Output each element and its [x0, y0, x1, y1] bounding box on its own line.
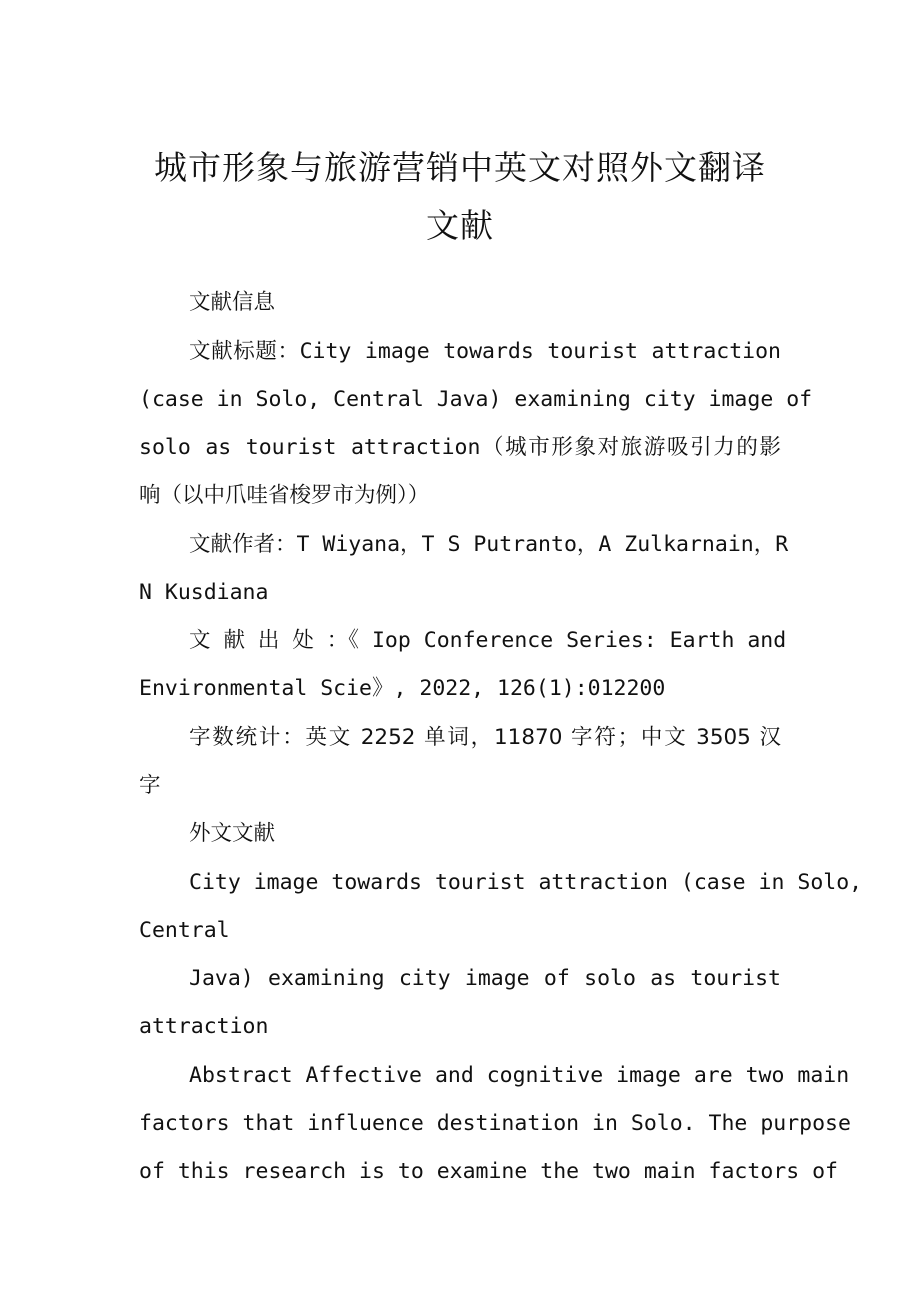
article-title-line-3: Java) examining city image of solo as tourist	[189, 966, 781, 991]
authors-line-1: 文献作者：T Wiyana，T S Putranto，A Zulkarnain，R	[189, 532, 789, 557]
document-title-line-1: 城市形象与旅游营销中英文对照外文翻译	[154, 148, 766, 187]
source-line-1: 文 献 出 处 ：《 Iop Conference Series: Earth and	[189, 628, 787, 653]
paper-title-line-3: solo as tourist attraction（城市形象对旅游吸引力的影	[139, 435, 781, 460]
paper-title-line-4: 响（以中爪哇省梭罗市为例））	[139, 483, 430, 508]
word-count-line-1: 字数统计：英文 2252 单词，11870 字符；中文 3505 汉	[189, 725, 781, 750]
foreign-heading: 外文文献	[189, 821, 276, 846]
source-line-2: Environmental Scie》, 2022, 126(1):012200	[139, 676, 666, 701]
article-title-line-1: City image towards tourist attraction (case in Solo,	[189, 870, 863, 895]
abstract-line-3: of this research is to examine the two main factors of	[139, 1159, 838, 1184]
abstract-line-1: Abstract Affective and cognitive image are two main	[189, 1063, 850, 1088]
article-title-line-2: Central	[139, 918, 230, 943]
paper-title-line-1: 文献标题：City image towards tourist attraction	[189, 339, 781, 364]
document-title-line-2: 文献	[426, 206, 494, 245]
info-heading: 文献信息	[189, 290, 276, 315]
abstract-line-2: factors that influence destination in Solo. The purpose	[139, 1111, 851, 1136]
word-count-line-2: 字	[139, 773, 161, 798]
article-title-line-4: attraction	[139, 1014, 269, 1039]
authors-line-2: N Kusdiana	[139, 580, 269, 605]
paper-title-line-2: (case in Solo, Central Java) examining city image of	[139, 387, 813, 412]
